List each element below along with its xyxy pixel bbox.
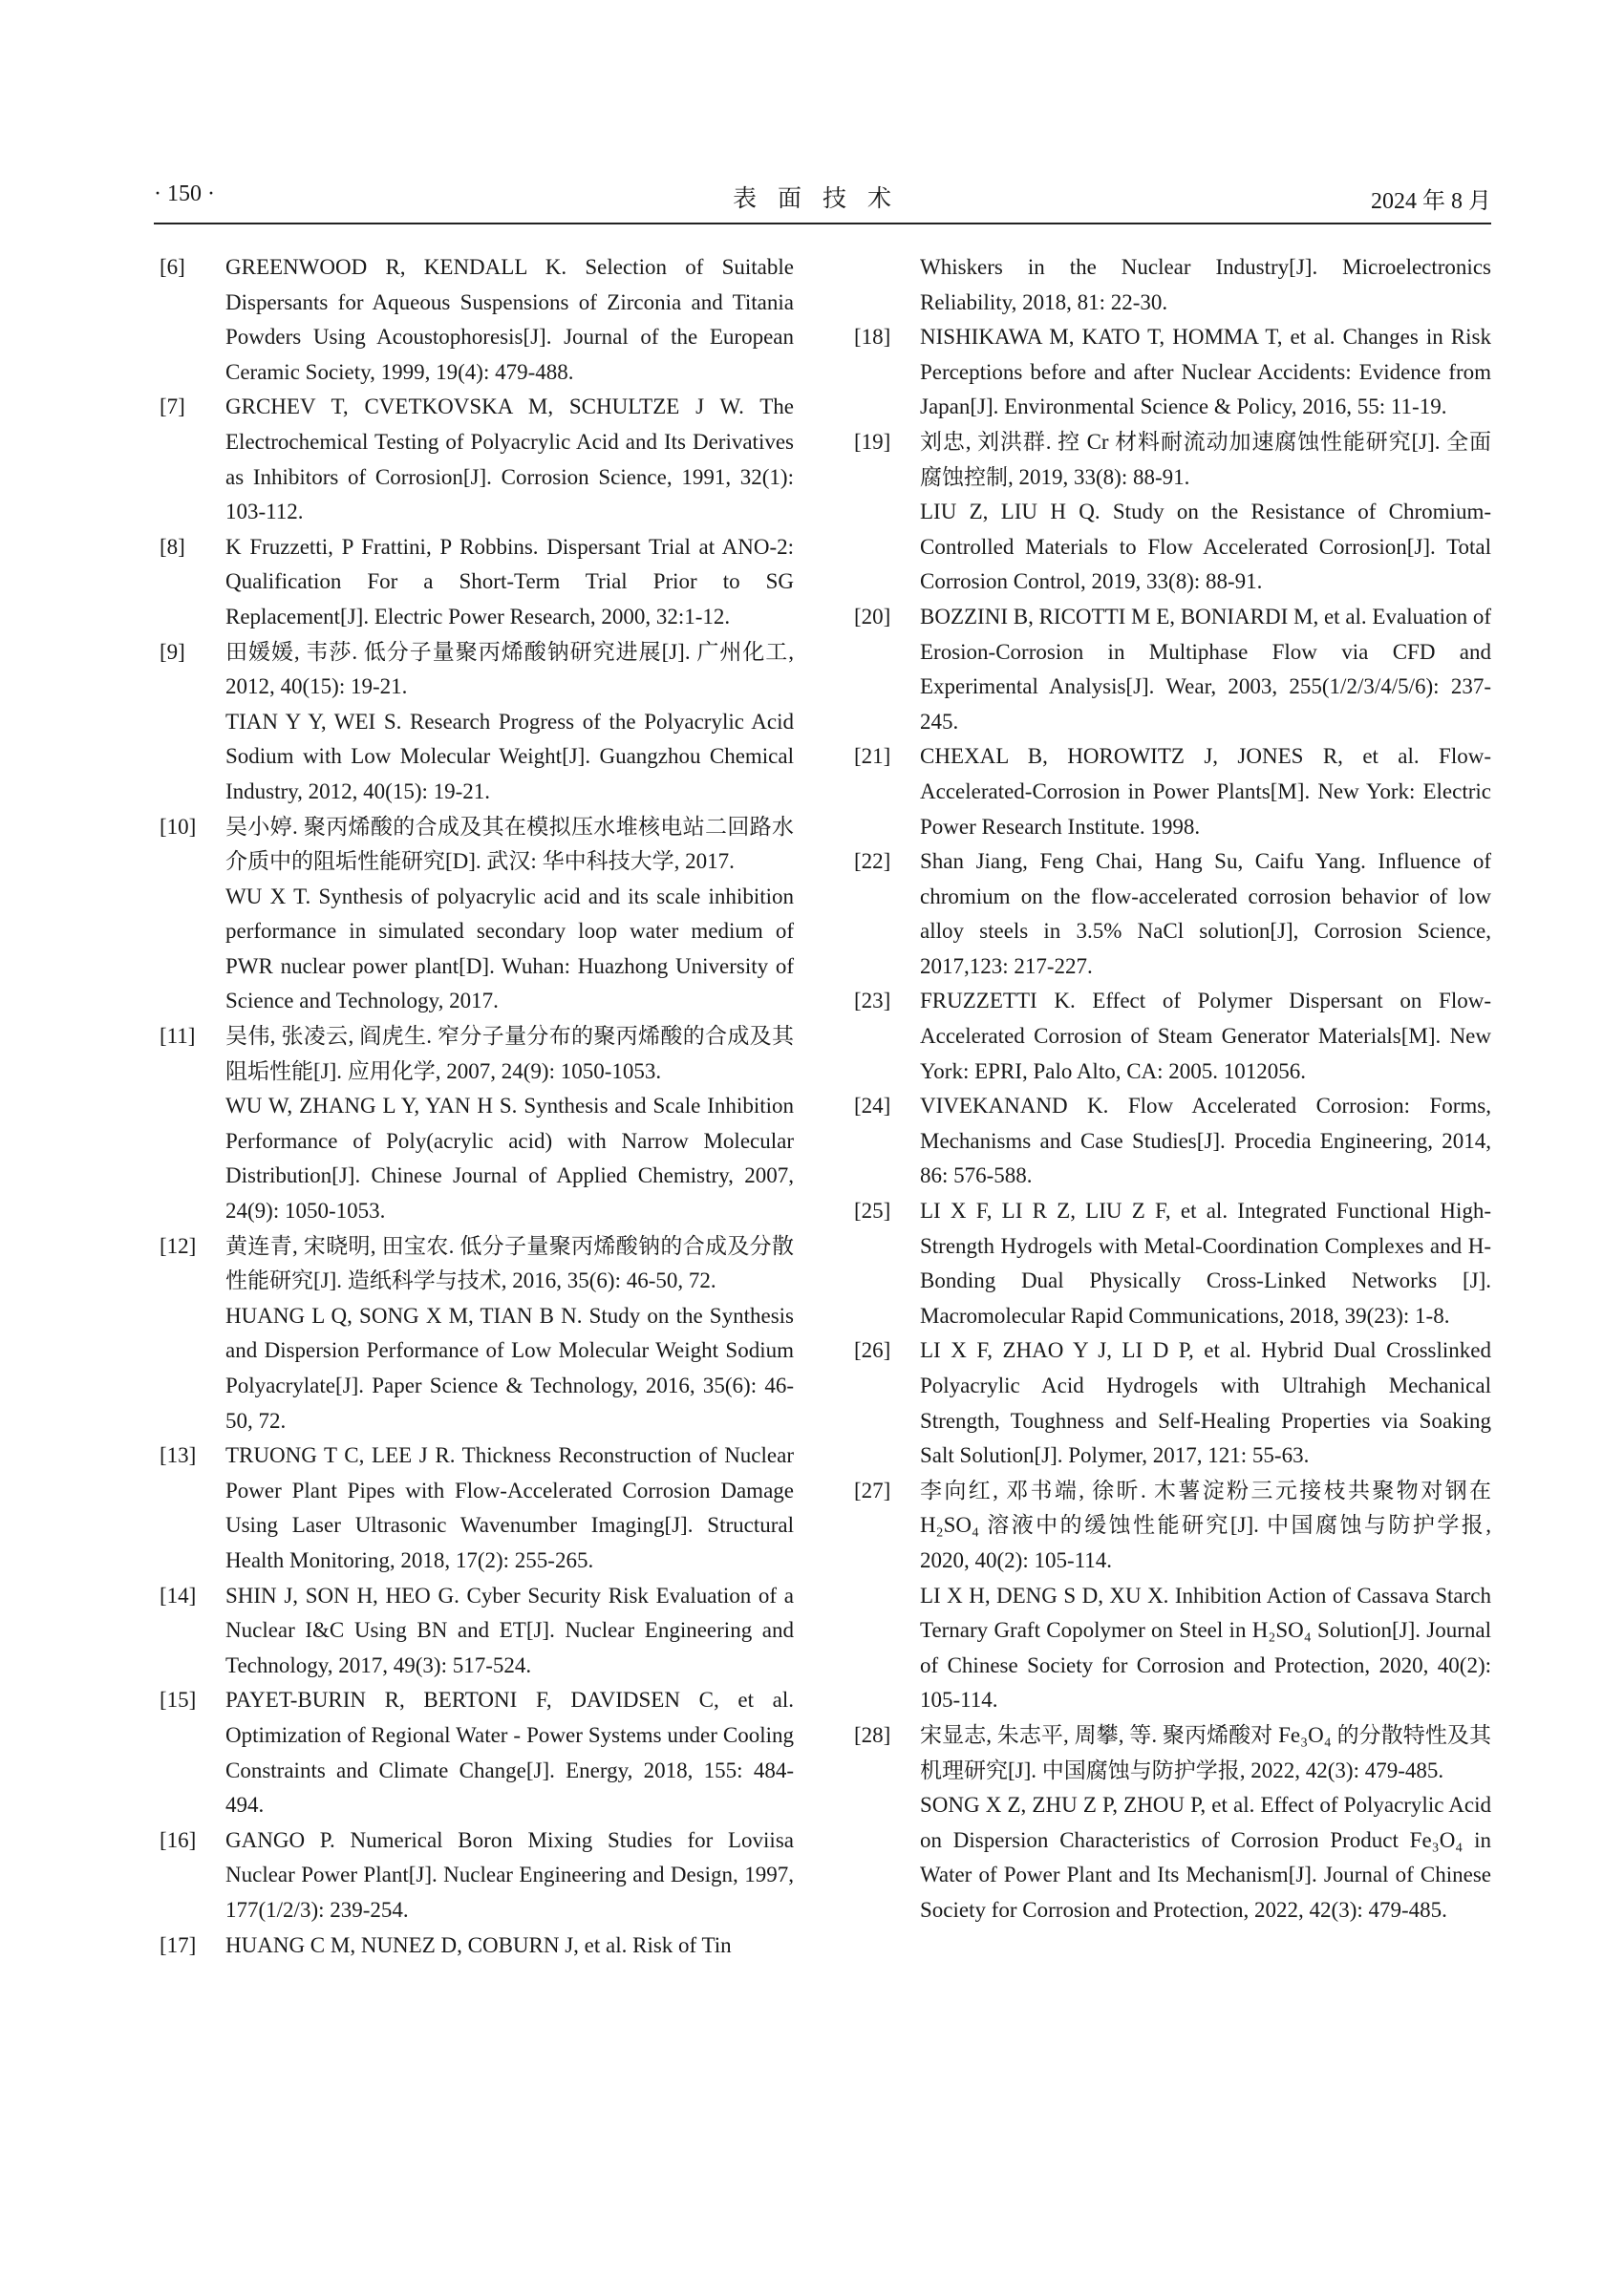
reference-text: GRCHEV T, CVETKOVSKA M, SCHULTZE J W. The Electrochemical Testing of Polyacrylic Acid and Its Derivatives as Inhibitors of Corrosion[J]. Corrosion Science, 1991, 32(1): 103-112.	[225, 394, 794, 524]
reference-number: [10]	[160, 814, 197, 839]
reference-text: K Fruzzetti, P Frattini, P Robbins. Dispersant Trial at ANO-2: Qualification For a Short-Term Trial Prior to SG Replacement[J]. Electric Power Research, 2000, 32:1-12.	[225, 534, 794, 629]
issue-date: 2024 年 8 月	[1371, 189, 1491, 214]
reference-number: [19]	[854, 429, 891, 454]
reference-number: [12]	[160, 1233, 197, 1258]
reference-text: 刘忠, 刘洪群. 控 Cr 材料耐流动加速腐蚀性能研究[J]. 全面腐蚀控制, 2019, 33(8): 88-91.	[920, 429, 1491, 489]
reference-text: LIU Z, LIU H Q. Study on the Resistance of Chromium-Controlled Materials to Flow Accelerated Corrosion[J]. Total Corrosion Control, 2019, 33(8): 88-91.	[920, 500, 1491, 594]
reference-text: HUANG C M, NUNEZ D, COBURN J, et al. Risk of Tin	[225, 1932, 732, 1957]
reference-text: PAYET-BURIN R, BERTONI F, DAVIDSEN C, et al. Optimization of Regional Water - Power Systems under Cooling Constraints and Climate Change[J]. Energy, 2018, 155: 484-494.	[225, 1688, 794, 1818]
reference-number: [20]	[854, 604, 891, 629]
reference-item	[848, 320, 1491, 425]
reference-number: [9]	[160, 639, 185, 664]
reference-item	[154, 1438, 794, 1578]
reference-text: TIAN Y Y, WEI S. Research Progress of the Polyacrylic Acid Sodium with Low Molecular Weight[J]. Guangzhou Chemical Industry, 2012, 40(15): 19-21.	[225, 709, 794, 803]
reference-text: Whiskers in the Nuclear Industry[J]. Microelectronics Reliability, 2018, 81: 22-30.	[920, 255, 1491, 314]
reference-item	[154, 530, 794, 635]
reference-number: [14]	[160, 1583, 197, 1608]
reference-number: [22]	[854, 849, 891, 874]
header-rule	[154, 223, 1491, 224]
reference-text: NISHIKAWA M, KATO T, HOMMA T, et al. Changes in Risk Perceptions before and after Nuclear Accidents: Evidence from Japan[J]. Environmental Science & Policy, 2016, 55: 11-19.	[920, 325, 1491, 419]
reference-item	[848, 600, 1491, 739]
reference-text: LI X F, ZHAO Y J, LI D P, et al. Hybrid Dual Crosslinked Polyacrylic Acid Hydrogels with Ultrahigh Mechanical Strength, Toughness and Self-Healing Properties via Soaking Salt Solution[J]. Polymer, 2017, 121: 55-63.	[920, 1338, 1491, 1468]
reference-text: 田媛媛, 韦莎. 低分子量聚丙烯酸钠研究进展[J]. 广州化工, 2012, 40(15): 19-21.	[225, 639, 794, 699]
reference-column-left	[154, 250, 794, 1963]
reference-number: [6]	[160, 255, 185, 279]
reference-item	[848, 1089, 1491, 1194]
page-number: · 150 ·	[154, 181, 215, 206]
reference-column-right	[848, 250, 1491, 1928]
reference-number: [15]	[160, 1688, 197, 1713]
reference-text: 吴伟, 张凌云, 阎虎生. 窄分子量分布的聚丙烯酸的合成及其阻垢性能[J]. 应用化学, 2007, 24(9): 1050-1053.	[225, 1024, 794, 1083]
reference-text: 李向红, 邓书端, 徐昕. 木薯淀粉三元接枝共聚物对钢在 H₂SO₄ 溶液中的缓蚀性能研究[J]. 中国腐蚀与防护学报, 2020, 40(2): 105-114.	[920, 1478, 1491, 1572]
reference-item	[848, 844, 1491, 984]
reference-number: [8]	[160, 534, 185, 559]
reference-text: TRUONG T C, LEE J R. Thickness Reconstruction of Nuclear Power Plant Pipes with Flow-Accelerated Corrosion Damage Using Laser Ultrasonic Wavenumber Imaging[J]. Structural Health Monitoring, 2018, 17(2): 255-265.	[225, 1443, 794, 1572]
reference-text: FRUZZETTI K. Effect of Polymer Dispersant on Flow-Accelerated Corrosion of Steam Generator Materials[M]. New York: EPRI, Palo Alto, CA: 2005. 1012056.	[920, 989, 1491, 1083]
reference-text: LI X F, LI R Z, LIU Z F, et al. Integrated Functional High-Strength Hydrogels with Metal-Coordination Complexes and H-Bonding Dual Physically Cross-Linked Networks [J]. Macromolecular Rapid Communications, 2018, 39(23): 1-8.	[920, 1199, 1491, 1328]
reference-item	[154, 1019, 794, 1229]
reference-text: BOZZINI B, RICOTTI M E, BONIARDI M, et al. Evaluation of Erosion-Corrosion in Multiphase Flow via CFD and Experimental Analysis[J]. Wear, 2003, 255(1/2/3/4/5/6): 237-245.	[920, 604, 1491, 734]
reference-item	[154, 1683, 794, 1822]
reference-number: [18]	[854, 325, 891, 350]
reference-item	[848, 1333, 1491, 1473]
reference-text: 吴小婷. 聚丙烯酸的合成及其在模拟压水堆核电站二回路水介质中的阻垢性能研究[D]. 武汉: 华中科技大学, 2017.	[225, 814, 794, 874]
reference-number: [21]	[854, 744, 891, 769]
reference-text: SONG X Z, ZHU Z P, ZHOU P, et al. Effect of Polyacrylic Acid on Dispersion Characteristics of Corrosion Product Fe₃O₄ in Water of Power Plant and Its Mechanism[J]. Journal of Chinese Society for Corrosion and Protection, 2022, 42(3): 479-485.	[920, 1793, 1491, 1922]
reference-number: [17]	[160, 1932, 197, 1957]
reference-number: [27]	[854, 1478, 891, 1502]
reference-text: 宋显志, 朱志平, 周攀, 等. 聚丙烯酸对 Fe₃O₄ 的分散特性及其机理研究[J]. 中国腐蚀与防护学报, 2022, 42(3): 479-485.	[920, 1722, 1491, 1782]
reference-text: CHEXAL B, HOROWITZ J, JONES R, et al. Flow-Accelerated-Corrosion in Power Plants[M]. New York: Electric Power Research Institute. 1998.	[920, 744, 1491, 839]
reference-item	[154, 635, 794, 810]
reference-text: 黄连青, 宋晓明, 田宝农. 低分子量聚丙烯酸钠的合成及分散性能研究[J]. 造纸科学与技术, 2016, 35(6): 46-50, 72.	[225, 1233, 794, 1293]
reference-item	[848, 1718, 1491, 1928]
reference-number: [13]	[160, 1443, 197, 1468]
reference-continuation	[848, 250, 1491, 320]
reference-text: Shan Jiang, Feng Chai, Hang Su, Caifu Yang. Influence of chromium on the flow-accelerated corrosion behavior of low alloy steels in 3.5% NaCl solution[J], Corrosion Science, 2017,123: 217-227.	[920, 849, 1491, 978]
reference-item	[848, 1474, 1491, 1718]
reference-number: [23]	[854, 989, 891, 1013]
reference-number: [7]	[160, 394, 185, 419]
running-header	[154, 178, 1491, 216]
reference-number: [16]	[160, 1827, 197, 1852]
reference-item	[154, 1823, 794, 1928]
reference-item	[154, 250, 794, 390]
reference-item	[154, 1229, 794, 1439]
reference-text: WU W, ZHANG L Y, YAN H S. Synthesis and Scale Inhibition Performance of Poly(acrylic acid) with Narrow Molecular Distribution[J]. Chinese Journal of Applied Chemistry, 2007, 24(9): 1050-1053.	[225, 1094, 794, 1224]
reference-number: [26]	[854, 1338, 891, 1363]
reference-item	[848, 984, 1491, 1089]
reference-item	[848, 425, 1491, 600]
reference-text: LI X H, DENG S D, XU X. Inhibition Action of Cassava Starch Ternary Graft Copolymer on Steel in H₂SO₄ Solution[J]. Journal of Chinese Society for Corrosion and Protection, 2020, 40(2): 105-114.	[920, 1583, 1491, 1713]
reference-item	[154, 390, 794, 529]
reference-text: SHIN J, SON H, HEO G. Cyber Security Risk Evaluation of a Nuclear I&C Using BN and ET[J]. Nuclear Engineering and Technology, 2017, 49(3): 517-524.	[225, 1583, 794, 1677]
reference-number: [11]	[160, 1024, 196, 1049]
reference-text: GREENWOOD R, KENDALL K. Selection of Suitable Dispersants for Aqueous Suspensions of Zirconia and Titania Powders Using Acoustophoresis[J]. Journal of the European Ceramic Society, 1999, 19(4): 479-488.	[225, 255, 794, 384]
reference-number: [25]	[854, 1199, 891, 1224]
reference-number: [24]	[854, 1094, 891, 1119]
reference-item	[848, 1194, 1491, 1333]
reference-text: WU X T. Synthesis of polyacrylic acid and its scale inhibition performance in simulated secondary loop water medium of PWR nuclear power plant[D]. Wuhan: Huazhong University of Science and Technology, 2017.	[225, 884, 794, 1013]
journal-title: 表面技术	[732, 186, 912, 212]
reference-number: [28]	[854, 1722, 891, 1747]
reference-item	[154, 810, 794, 1020]
reference-text: GANGO P. Numerical Boron Mixing Studies for Loviisa Nuclear Power Plant[J]. Nuclear Engineering and Design, 1997, 177(1/2/3): 239-254.	[225, 1827, 794, 1922]
reference-text: VIVEKANAND K. Flow Accelerated Corrosion: Forms, Mechanisms and Case Studies[J]. Procedia Engineering, 2014, 86: 576-588.	[920, 1094, 1491, 1188]
reference-text: HUANG L Q, SONG X M, TIAN B N. Study on the Synthesis and Dispersion Performance of Low Molecular Weight Sodium Polyacrylate[J]. Paper Science & Technology, 2016, 35(6): 46-50, 72.	[225, 1303, 794, 1433]
reference-item	[154, 1928, 794, 1964]
reference-item	[848, 739, 1491, 844]
reference-item	[154, 1579, 794, 1684]
